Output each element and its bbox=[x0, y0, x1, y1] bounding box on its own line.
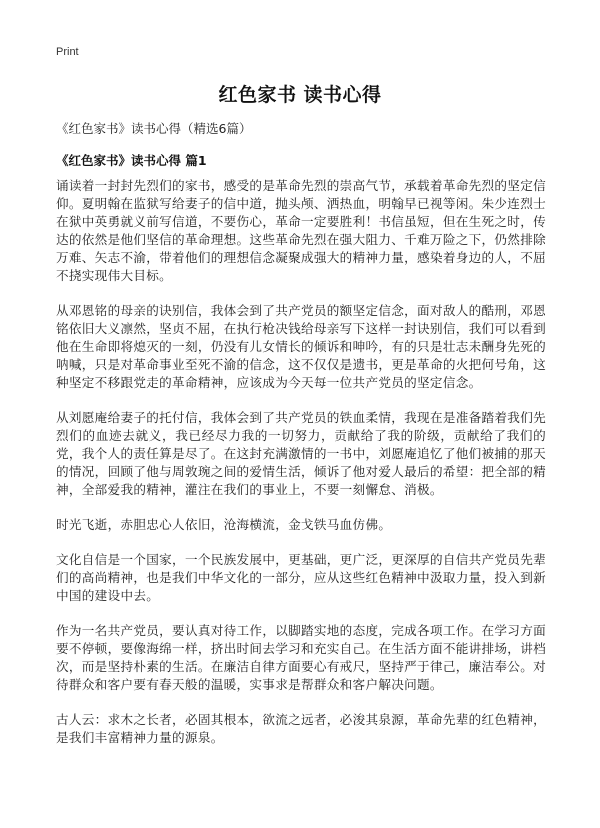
document-subtitle: 《红色家书》读书心得（精选6篇） bbox=[56, 121, 252, 136]
section-heading: 《红色家书》读书心得 篇1 bbox=[56, 153, 207, 168]
paragraph-1: 诵读着一封封先烈们的家书，感受的是革命先烈的崇高气节，承载着革命先烈的坚定信仰。夏明翰在监狱写给妻子的信中道，抛头颅、洒热血，明翰早已视等闲。朱少连烈士在狱中英勇就义前写信道，不要伤心，革命一定要胜利！书信虽短，但在生死之时，传达的依然是他们坚信的革命理想。这些革命先烈在强大阻力、千难万险之下，仍然排除万难、矢志不渝，带着他们的理想信念凝聚成强大的精神力量，感染着身边的人，不屈不挠实现伟大目标。 bbox=[56, 178, 546, 283]
paragraph-7: 古人云：求木之长者，必固其根本，欲流之远者，必浚其泉源，革命先辈的红色精神，是我们丰富精神力量的源泉。 bbox=[56, 712, 546, 745]
paragraph-5: 文化自信是一个国家，一个民族发展中，更基础，更广泛，更深厚的自信共产党员先辈们的高尚精神，也是我们中华文化的一部分，应从这些红色精神中汲取力量，投入到新中国的建设中去。 bbox=[56, 552, 546, 603]
article-body bbox=[56, 177, 546, 764]
paragraph-3: 从刘愿庵给妻子的托付信，我体会到了共产党员的铁血柔情，我现在是准备踏着我们先烈们的血迹去就义，我已经尽力我的一切努力，贡献给了我的阶级，贡献给了我们的党，我个人的责任算是尽了。在这封充满激情的一书中，刘愿庵追忆了他们被捕的那天的情况，回顾了他与周敦琬之间的爱情生活，倾诉了他对爱人最后的希望：把全部的精神，全部爱我的精神，灌注在我们的事业上，不要一刻懈怠、消极。 bbox=[56, 410, 546, 497]
paragraph-6: 作为一名共产党员，要认真对待工作，以脚踏实地的态度，完成各项工作。在学习方面要不停顿，要像海绵一样，挤出时间去学习和充实自己。在生活方面不能讲排场，讲档次，而是坚持朴素的生活。在廉洁自律方面要心有戒尺，坚持严于律己，廉洁奉公。对待群众和客户要有春天般的温暖，实事求是帮群众和客户解决问题。 bbox=[56, 623, 546, 692]
paragraph-2: 从邓恩铭的母亲的诀别信，我体会到了共产党员的额坚定信念，面对敌人的酷刑，邓恩铭依旧大义凛然，坚贞不屈，在执行枪决钱给母亲写下这样一封诀别信，我们可以看到他在生命即将熄灭的一刻，仍没有儿女情长的倾诉和呻吟，有的只是壮志未酬身先死的呐喊，只是对革命事业至死不渝的信念，这不仅仅是遗书，更是革命的火把何号角，这种坚定不移跟党走的革命精神，应该成为今天每一位共产党员的坚定信念。 bbox=[56, 303, 546, 390]
paragraph-4: 时光飞逝，赤胆忠心人依旧，沧海横流，金戈铁马血仿佛。 bbox=[56, 517, 392, 532]
page-title: 红色家书 读书心得 bbox=[218, 84, 382, 106]
print-link[interactable]: Print bbox=[56, 46, 79, 58]
